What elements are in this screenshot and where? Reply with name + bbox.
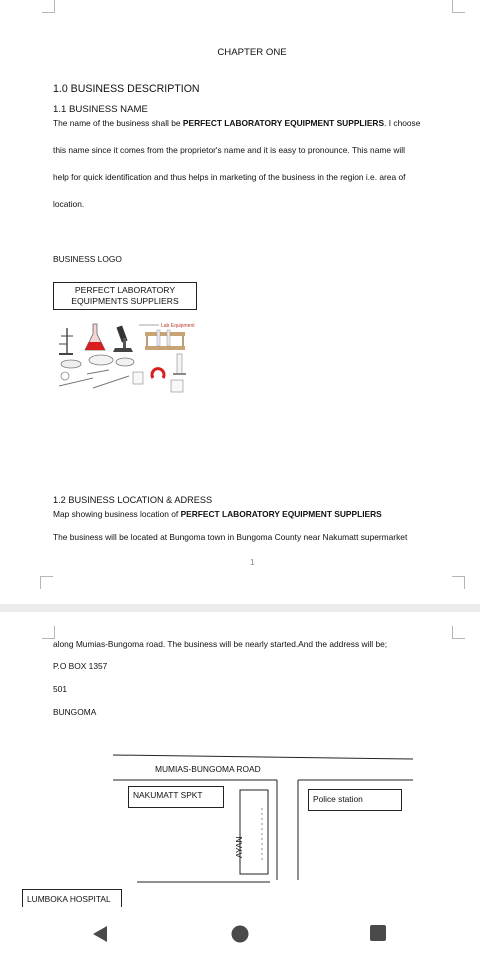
police-label: Police station xyxy=(313,794,363,804)
road-edge-top xyxy=(113,755,413,759)
back-icon[interactable] xyxy=(90,924,110,944)
document-page-2 xyxy=(0,612,480,912)
lab-equipment-label: Lab Equipment xyxy=(161,323,195,329)
page-corner-mark xyxy=(452,576,465,589)
hospital-box xyxy=(22,889,122,907)
location-map xyxy=(0,612,480,912)
continuation-line: along Mumias-Bungoma road. The business will be nearly started.And the address will be; xyxy=(53,639,388,649)
address-line: P.O BOX 1357 xyxy=(53,661,108,671)
address-line: 501 xyxy=(53,684,67,694)
cylinder-icon xyxy=(173,354,186,375)
logo-heading: BUSINESS LOGO xyxy=(53,254,122,264)
navigation-bar xyxy=(0,912,480,960)
road-label: MUMIAS-BUNGOMA ROAD xyxy=(155,764,261,774)
name-paragraph-line: this name since it comes from the proprietor's name and it is easy to pronounce. This name will xyxy=(53,145,405,155)
page-separator xyxy=(0,604,480,612)
lab-equipment-image xyxy=(53,318,195,398)
police-station-box xyxy=(308,789,402,811)
address-line: BUNGOMA xyxy=(53,707,97,717)
hospital-label: LUMBOKA HOSPITAL xyxy=(27,894,111,904)
logo-line: PERFECT LABORATORY xyxy=(74,285,176,295)
text-run: Map showing business location of xyxy=(53,509,181,519)
tongs-icon xyxy=(59,370,129,388)
business-logo-box xyxy=(53,282,197,310)
business-name-bold: PERFECT LABORATORY EQUIPMENT SUPPLIERS xyxy=(180,509,382,519)
location-heading: 1.2 BUSINESS LOCATION & ADRESS xyxy=(53,495,213,505)
nakumatt-label: NAKUMATT SPKT xyxy=(133,790,203,800)
flask-icon xyxy=(85,324,105,350)
page-corner-mark xyxy=(42,0,55,13)
ayan-label: AYAN xyxy=(234,836,244,858)
name-paragraph-line: help for quick identification and thus helps in marketing of the business in the region i.e. area of xyxy=(53,172,406,182)
text-run: . I choose xyxy=(384,118,421,128)
section-heading: 1.0 BUSINESS DESCRIPTION xyxy=(53,83,200,95)
recents-icon[interactable] xyxy=(369,924,387,942)
ring-stand-icon xyxy=(59,328,73,354)
location-paragraph-line: The business will be located at Bungoma town in Bungoma County near Nakumatt supermarket xyxy=(53,532,408,542)
magnet-icon xyxy=(152,369,164,378)
test-tube-rack-icon xyxy=(145,330,185,350)
page-corner-mark xyxy=(40,576,53,589)
microscope-icon xyxy=(113,325,133,352)
nakumatt-box xyxy=(128,786,224,808)
subsection-heading: 1.1 BUSINESS NAME xyxy=(53,104,148,115)
text-run: The name of the business shall be xyxy=(53,118,183,128)
name-paragraph-line xyxy=(53,118,420,128)
page-corner-mark xyxy=(452,0,465,13)
page-number: 1 xyxy=(250,557,255,567)
name-paragraph-line: location. xyxy=(53,199,85,209)
business-name-bold: PERFECT LABORATORY EQUIPMENT SUPPLIERS xyxy=(182,118,385,128)
chapter-title: CHAPTER ONE xyxy=(217,47,287,58)
logo-line: EQUIPMENTS SUPPLIERS xyxy=(71,296,179,306)
dish-icon xyxy=(61,355,134,368)
home-icon[interactable] xyxy=(230,924,250,944)
map-caption xyxy=(53,509,382,519)
ayan-building xyxy=(240,790,268,874)
